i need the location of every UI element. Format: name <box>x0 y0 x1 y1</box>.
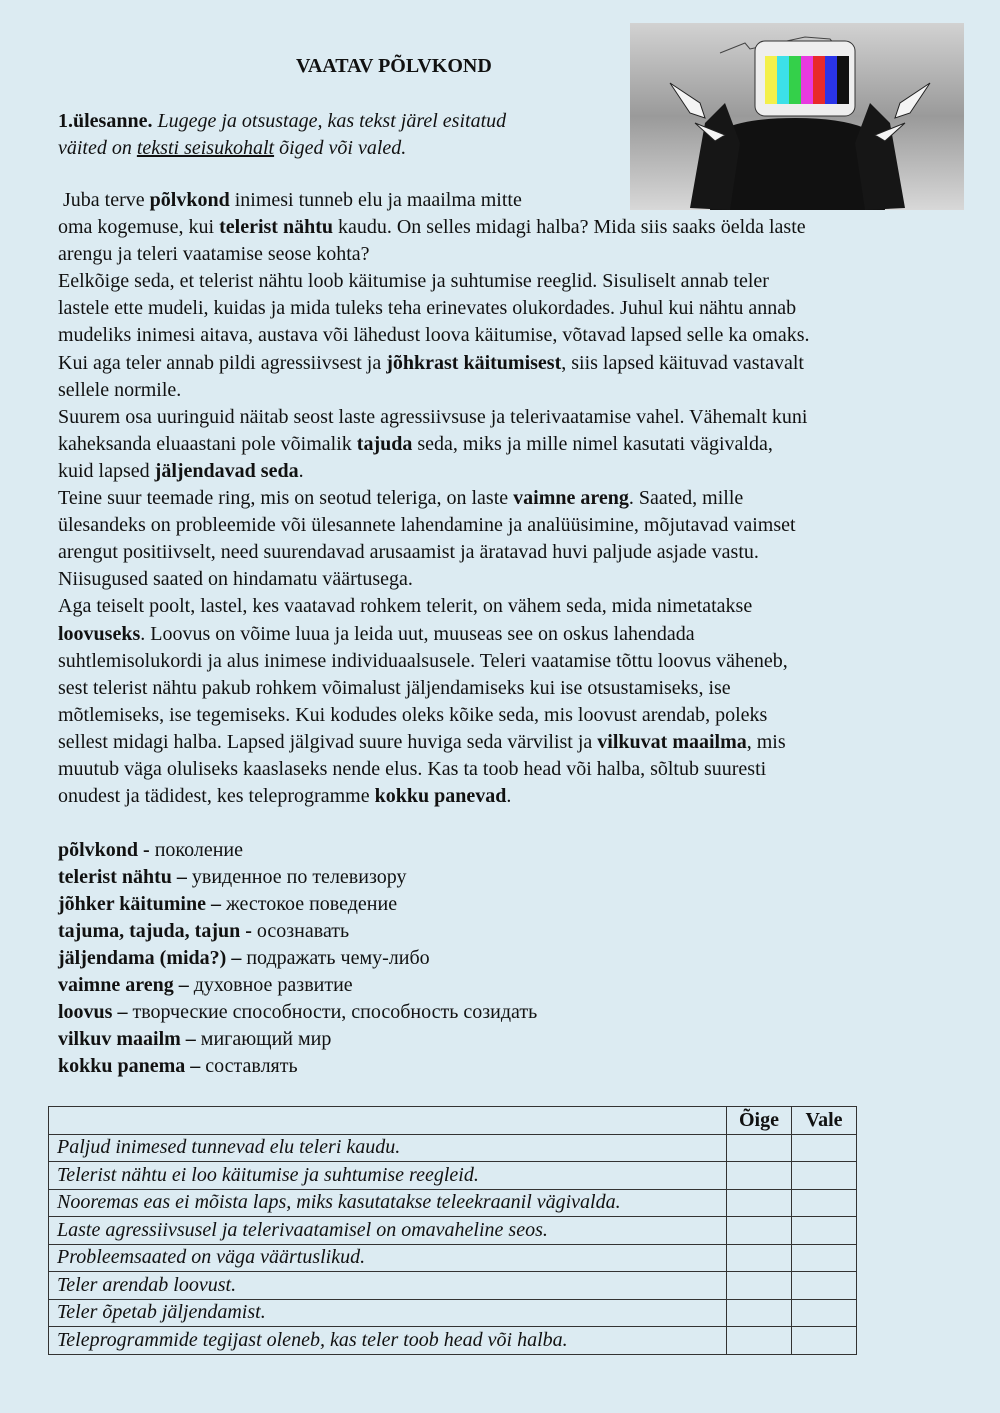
text-line <box>58 485 958 512</box>
vocab-translation: духовное развитие <box>188 974 353 996</box>
correct-answer-cell[interactable] <box>727 1299 792 1327</box>
vocab-translation: поколение <box>149 839 243 861</box>
text-segment: mõtlemiseks, ise tegemiseks. Kui kodudes oleks kõike seda, mis loovust arendab, poleks <box>58 703 768 726</box>
reading-text <box>58 187 958 810</box>
header-false: Vale <box>792 1107 857 1135</box>
color-bar <box>789 56 801 104</box>
vocab-term: jäljendama (mida?) – <box>58 947 242 969</box>
correct-answer-cell[interactable] <box>727 1189 792 1217</box>
text-segment: suhtlemisolukordi ja alus inimese individuaalsusele. Teleri vaatamise tõttu loovus väheneb, <box>58 649 788 672</box>
tv-head-illustration-icon <box>630 23 964 210</box>
text-segment: . Loovus on võime luua ja leida uut, muuseas see on oskus lahendada <box>140 622 695 645</box>
text-line <box>58 214 958 241</box>
bold-term: telerist nähtu <box>219 216 333 239</box>
color-bar <box>801 56 813 104</box>
false-answer-cell[interactable] <box>792 1162 857 1190</box>
false-answer-cell[interactable] <box>792 1134 857 1162</box>
correct-answer-cell[interactable] <box>727 1272 792 1300</box>
true-false-table <box>48 1106 857 1355</box>
table-row <box>49 1217 857 1245</box>
text-segment: ülesandeks on probleemide või ülesannete lahendamine ja analüüsimine, mõjutavad vaimset <box>58 514 796 537</box>
page-title: VAATAV PÕLVKOND <box>296 55 492 77</box>
text-line <box>58 241 958 268</box>
color-bar <box>765 56 777 104</box>
text-segment: kaheksanda eluaastani pole võimalik <box>58 432 357 455</box>
task-label: 1.ülesanne. <box>58 110 153 132</box>
text-line <box>58 431 958 458</box>
vocab-term: vilkuv maailm – <box>58 1028 196 1050</box>
text-segment: kuid lapsed <box>58 459 155 482</box>
vocab-translation: увиденное по телевизору <box>186 866 407 888</box>
bold-term: loovuseks <box>58 622 141 645</box>
correct-answer-cell[interactable] <box>727 1134 792 1162</box>
table-row <box>49 1327 857 1355</box>
vocab-term: jõhker käitumine – <box>58 893 221 915</box>
statement-cell: Teleprogrammide tegijast oleneb, kas teler toob head või halba. <box>49 1327 727 1355</box>
bold-term: põlvkond <box>149 189 230 211</box>
text-segment: lastele ette mudeli, kuidas ja mida tuleks teha erinevates olukordades. Juhul kui nähtu annab <box>58 297 797 320</box>
text-line <box>58 783 958 810</box>
table-row <box>49 1162 857 1190</box>
vocab-term: loovus – <box>58 1001 128 1023</box>
text-segment: sest telerist nähtu pakub rohkem võimalust jäljendamiseks kui ise otsustamiseks, ise <box>58 676 731 699</box>
vocab-translation: подражать чему-либо <box>241 947 430 969</box>
text-segment: Niisugused saated on hindamatu väärtusega. <box>58 568 413 591</box>
vocabulary-item <box>58 999 537 1026</box>
table-row <box>49 1244 857 1272</box>
vocab-term: tajuma, tajuda, tajun - <box>58 920 252 942</box>
text-line <box>58 295 958 322</box>
bold-term: tajuda <box>356 432 413 455</box>
color-bar <box>837 56 849 104</box>
text-segment: arengut positiivselt, need suurendavad arusaamist ja äratavad huvi paljude asjade vastu. <box>58 541 759 564</box>
statement-cell: Telerist nähtu ei loo käitumise ja suhtumise reegleid. <box>49 1162 727 1190</box>
vocabulary-item <box>58 972 537 999</box>
vocabulary-item <box>58 918 537 945</box>
vocabulary-item <box>58 837 537 864</box>
bold-term: jäljendavad seda <box>154 459 299 482</box>
vocab-term: vaimne areng – <box>58 974 189 996</box>
vocabulary-item <box>58 1053 537 1080</box>
text-segment: Teine suur teemade ring, mis on seotud teleriga, on laste <box>58 487 514 510</box>
table-row <box>49 1189 857 1217</box>
text-line <box>58 458 958 485</box>
statement-cell: Nooremas eas ei mõista laps, miks kasutatakse teleekraanil vägivalda. <box>49 1189 727 1217</box>
text-segment: Aga teiselt poolt, lastel, kes vaatavad rohkem telerit, on vähem seda, mida nimetatakse <box>58 595 753 618</box>
text-segment: sellest midagi halba. Lapsed jälgivad suure huviga seda värvilist ja <box>58 730 598 753</box>
task-underlined: teksti seisukohalt <box>136 137 275 159</box>
text-line <box>58 268 958 295</box>
color-bar <box>777 56 789 104</box>
vocab-term: põlvkond - <box>58 839 150 861</box>
text-line <box>58 322 958 349</box>
text-segment: kaudu. On selles midagi halba? Mida siis saaks öelda laste <box>332 216 806 239</box>
text-line <box>58 702 958 729</box>
correct-answer-cell[interactable] <box>727 1327 792 1355</box>
vocabulary-item <box>58 891 537 918</box>
text-segment: sellele normile. <box>58 378 182 401</box>
text-line <box>58 539 958 566</box>
text-segment: Suurem osa uuringuid näitab seost laste agressiivsuse ja telerivaatamise vahel. Vähemalt kuni <box>58 405 808 428</box>
text-line <box>58 593 958 620</box>
false-answer-cell[interactable] <box>792 1299 857 1327</box>
text-segment: seda, miks ja mille nimel kasutati vägivalda, <box>412 432 773 455</box>
false-answer-cell[interactable] <box>792 1272 857 1300</box>
vocabulary-list <box>58 837 537 1080</box>
task-text: Lugege ja otsustage, kas tekst järel esitatud <box>152 110 507 132</box>
vocab-translation: жестокое поведение <box>220 893 398 915</box>
false-answer-cell[interactable] <box>792 1217 857 1245</box>
text-segment: muutub väga oluliseks kaaslaseks nende elus. Kas ta toob head või halba, sõltub suuresti <box>58 757 767 780</box>
header-correct: Õige <box>727 1107 792 1135</box>
task-text-3: õiged või valed. <box>274 137 407 159</box>
text-line <box>58 377 958 404</box>
vocab-term: kokku panema – <box>58 1055 201 1077</box>
task-instruction <box>58 108 618 162</box>
text-segment: . <box>298 459 304 482</box>
statement-cell: Paljud inimesed tunnevad elu teleri kaudu. <box>49 1134 727 1162</box>
bold-term: vaimne areng <box>513 487 629 510</box>
bold-term: vilkuvat maailma <box>597 730 747 753</box>
false-answer-cell[interactable] <box>792 1244 857 1272</box>
text-line <box>58 350 958 377</box>
text-line <box>58 648 958 675</box>
correct-answer-cell[interactable] <box>727 1217 792 1245</box>
table-row <box>49 1272 857 1300</box>
text-segment: oma kogemuse, kui <box>58 216 220 239</box>
color-bar <box>813 56 825 104</box>
text-line <box>58 756 958 783</box>
text-line <box>58 566 958 593</box>
text-segment: Eelkõige seda, et telerist nähtu loob käitumise ja suhtumise reeglid. Sisuliselt annab teler <box>58 270 769 293</box>
text-segment: mudeliks inimesi aitava, austava või lähedust loova käitumise, võtavad lapsed selle ka omaks. <box>58 324 810 347</box>
statement-cell: Teler arendab loovust. <box>49 1272 727 1300</box>
text-line <box>58 729 958 756</box>
vocab-translation: осознавать <box>251 920 350 942</box>
text-segment: arengu ja teleri vaatamise seose kohta? <box>58 243 370 266</box>
vocabulary-item <box>58 1026 537 1053</box>
bold-term: kokku panevad <box>374 785 507 808</box>
vocabulary-item <box>58 864 537 891</box>
bold-term: jõhkrast käitumisest <box>386 351 562 374</box>
text-line <box>58 621 958 648</box>
table-header-row <box>49 1107 857 1135</box>
text-segment: Juba terve <box>58 189 150 211</box>
false-answer-cell[interactable] <box>792 1327 857 1355</box>
vocab-translation: составлять <box>200 1055 298 1077</box>
text-line <box>58 404 958 431</box>
text-line <box>58 675 958 702</box>
text-segment: onudest ja tädidest, kes teleprogramme <box>58 785 375 808</box>
task-text-2: väited on <box>58 137 137 159</box>
statement-cell: Teler õpetab jäljendamist. <box>49 1299 727 1327</box>
text-segment: . <box>506 785 512 808</box>
statement-cell: Probleemsaated on väga väärtuslikud. <box>49 1244 727 1272</box>
text-segment: inimesi tunneb elu ja maailma mitte <box>229 189 522 211</box>
correct-answer-cell[interactable] <box>727 1162 792 1190</box>
vocab-term: telerist nähtu – <box>58 866 187 888</box>
table-row <box>49 1299 857 1327</box>
vocabulary-item <box>58 945 537 972</box>
text-line <box>58 512 958 539</box>
text-segment: , siis lapsed käituvad vastavalt <box>561 351 804 374</box>
color-bar <box>825 56 837 104</box>
vocab-translation: мигающий мир <box>195 1028 332 1050</box>
statement-cell: Laste agressiivsusel ja telerivaatamisel on omavaheline seos. <box>49 1217 727 1245</box>
text-segment: . Saated, mille <box>628 487 744 510</box>
false-answer-cell[interactable] <box>792 1189 857 1217</box>
text-segment: , mis <box>746 730 786 753</box>
vocab-translation: творческие способности, способность созидать <box>127 1001 538 1023</box>
text-line <box>58 187 958 214</box>
text-segment: Kui aga teler annab pildi agressiivsest ja <box>58 351 387 374</box>
table-row <box>49 1134 857 1162</box>
correct-answer-cell[interactable] <box>727 1244 792 1272</box>
header-statement <box>49 1107 727 1135</box>
